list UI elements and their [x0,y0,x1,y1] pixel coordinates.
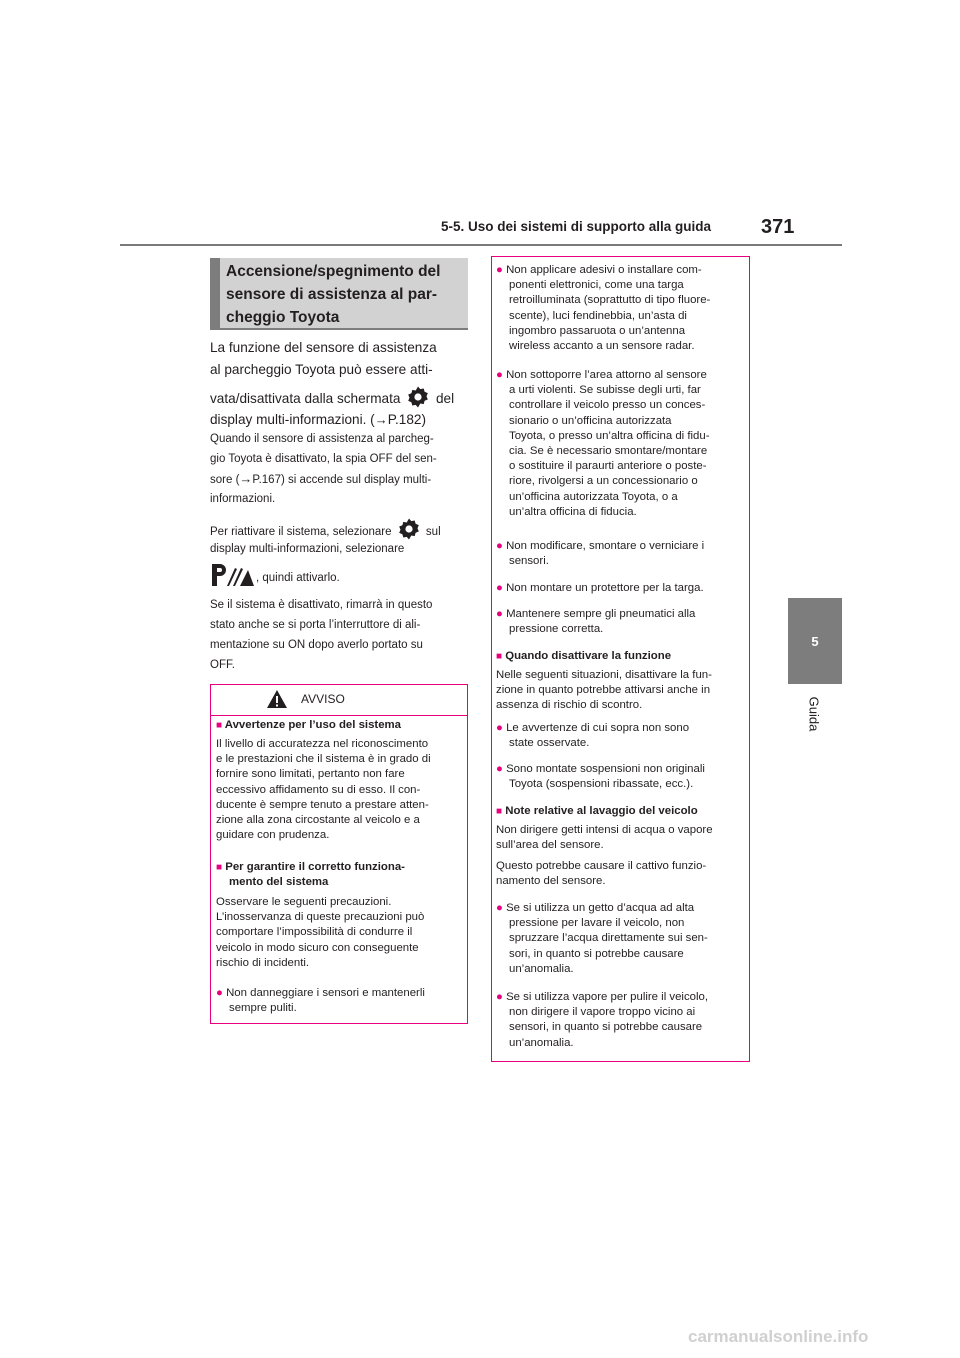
text-line: namento del sensore. [496,875,606,888]
text-fragment: retroilluminata (soprattutto di tipo fluore- [509,294,711,307]
page-number: 371 [761,216,795,238]
bullet-item [496,263,710,354]
text-fragment: a urti violenti. Se subisse degli urti, far [509,384,701,397]
round-bullet-icon: ● [496,722,503,734]
chapter-label-text: Guida [806,696,822,732]
bullet-item [496,762,705,792]
square-bullet-icon: ■ [496,651,503,662]
text-fragment: spruzzare l’acqua direttamente sui sen- [509,932,708,945]
section-title: 5-5. Uso dei sistemi di supporto alla guida [441,219,712,234]
text-fragment: riore, rivolgersi a un concessionario o [509,475,698,488]
reactivate-paragraph [210,517,441,595]
bullet-item [496,990,708,1051]
text-fragment: , quindi attivarlo. [256,572,340,584]
gear-icon [397,517,421,541]
round-bullet-icon: ● [496,582,503,594]
watermark: carmanualsonline.info [688,1327,869,1346]
text-fragment: pressione per lavare il veicolo, non [509,917,685,930]
text-fragment: sul [425,526,441,538]
square-bullet-icon: ■ [496,806,503,817]
round-bullet-icon: ● [496,902,503,914]
chapter-label [782,692,846,736]
persistence-paragraph [210,595,432,675]
text-line [210,469,437,489]
text-line: eccessivo affidamento su di esso. Il con- [216,783,421,796]
warning-triangle-icon [266,689,288,709]
square-bullet-icon: ■ [216,720,223,731]
text-fragment: ingombro passaruota o un’antenna [509,324,686,337]
parking-sensor-icon [210,562,256,588]
text-line: gio Toyota è disattivato, la spia OFF del sen- [210,453,437,465]
text-fragment: Non applicare adesivi o installare com- [506,264,702,276]
text-line: stato anche se si porta l’interruttore di ali- [210,619,421,631]
subheading [496,804,698,819]
subheading-text: Note relative al lavaggio del veicolo [505,805,698,817]
arrow-icon: → [239,471,253,486]
text-fragment: Le avvertenze di cui sopra non sono [506,722,690,734]
text-fragment: Non sottoporre l’area attorno al sensore [506,369,707,381]
warning-subheading [216,860,405,890]
text-fragment: sori, in quanto si potrebbe causare [509,947,684,960]
text-line: informazioni. [210,493,276,505]
page-reference: P.182) [387,412,426,427]
text-fragment: P.167) si accende sul display multi- [252,474,432,486]
note-paragraph [210,429,437,509]
round-bullet-icon: ● [496,540,503,552]
text-line: e le prestazioni che il sistema è in grado di [216,753,431,766]
subheading-text: mento del sistema [229,876,329,889]
text-fragment: Se si utilizza vapore per pulire il veicolo, [506,991,709,1003]
bullet-item [496,368,710,520]
text-line: La funzione del sensore di assistenza [210,340,437,355]
section-heading-line: Accensione/spegnimento del [226,263,441,280]
text-line: assenza di rischio di scontro. [496,699,643,712]
text-line: guidare con prudenza. [216,829,330,842]
text-fragment: un’altra officina di fiducia. [509,505,637,518]
paragraph [496,823,713,853]
text-fragment: state osservate. [509,737,590,750]
text-fragment: Se si utilizza un getto d’acqua ad alta [506,902,695,914]
round-bullet-icon: ● [496,763,503,775]
arrow-icon: → [374,412,388,427]
text-fragment: Non modificare, smontare o verniciare i [506,540,705,552]
text-fragment: sensori, in quanto si potrebbe causare [509,1021,703,1034]
warning-subheading [216,718,401,733]
text-fragment: Toyota (sospensioni ribassate, ecc.). [509,778,694,791]
text-line: display multi-informazioni, selezionare [210,543,405,555]
text-fragment: Per riattivare il sistema, selezionare [210,526,392,538]
text-line: Questo potrebbe causare il cattivo funzio- [496,860,707,872]
warning-title: AVVISO [301,692,345,706]
square-bullet-icon: ■ [216,862,223,873]
text-line [210,385,454,407]
text-fragment: wireless accanto a un sensore radar. [509,340,695,353]
paragraph [496,668,712,714]
text-fragment: sionario o un’officina autorizzata [509,414,672,427]
bullet-item [216,986,425,1016]
subheading-text: Per garantire il corretto funziona- [225,861,405,873]
text-line [210,409,454,431]
text-fragment: Non danneggiare i sensori e mantenerli [226,987,425,999]
bullet-item [496,901,708,977]
intro-paragraph [210,337,454,431]
warning-header [211,685,467,716]
subheading [496,649,671,664]
text-line: Quando il sensore di assistenza al parcheg- [210,433,434,445]
text-line: Osservare le seguenti precauzioni. [216,896,392,908]
text-line: sull’area del sensore. [496,839,604,852]
text-fragment: un’officina autorizzata Toyota, o a [509,490,678,503]
round-bullet-icon: ● [496,369,503,381]
text-line: Se il sistema è disattivato, rimarrà in questo [210,599,433,611]
subheading-text: Avvertenze per l’uso del sistema [224,719,402,731]
text-fragment: sempre puliti. [229,1002,297,1015]
round-bullet-icon: ● [496,264,503,276]
bullet-item [496,607,695,637]
subheading-text: Quando disattivare la funzione [505,650,672,662]
text-fragment: non dirigere il vapore troppo vicino ai [509,1006,696,1019]
text-line [210,517,441,537]
paragraph [496,859,706,889]
text-line: Non dirigere getti intensi di acqua o vapore [496,824,713,836]
text-fragment: o sostituire il paraurti anteriore o poste- [509,460,707,473]
text-fragment: un’anomalia. [509,962,574,975]
text-line: ducente è sempre tenuto a prestare atten- [216,798,429,811]
bullet-item [496,721,689,751]
text-fragment: sore ( [210,474,240,486]
text-fragment: del [435,391,455,406]
bullet-item [496,539,704,569]
text-line [210,561,441,595]
text-fragment: pressione corretta. [509,623,604,636]
gear-icon [406,385,430,409]
round-bullet-icon: ● [216,987,223,999]
text-line: comportare l’impossibilità di condurre il [216,926,413,939]
text-fragment: Mantenere sempre gli pneumatici alla [506,608,696,620]
text-fragment: Toyota, o presso un’altra officina di fidu- [509,429,710,442]
warning-box [210,684,468,1024]
text-line: al parcheggio Toyota può essere atti- [210,362,433,377]
section-heading-line: cheggio Toyota [226,309,340,326]
warning-continued-box [491,256,750,1062]
text-fragment: sensori. [509,555,549,568]
text-fragment: controllare il veicolo presso un conces- [509,399,706,412]
text-line: OFF. [210,659,235,671]
round-bullet-icon: ● [496,991,503,1003]
text-fragment: un’anomalia. [509,1036,574,1049]
chapter-number: 5 [811,633,819,649]
text-fragment: scente), luci fendinebbia, un’asta di [509,309,687,322]
text-fragment: ponenti elettronici, come una targa [509,279,684,292]
text-line: Il livello di accuratezza nel riconoscimento [216,738,429,750]
text-line: zione in quanto potrebbe attivarsi anche in [496,684,711,697]
text-line: Nelle seguenti situazioni, disattivare la fun- [496,669,712,681]
text-line: veicolo in modo sicuro con conseguente [216,941,419,954]
text-fragment: vata/disattivata dalla schermata [210,391,401,406]
text-line: zione alla zona circostante al veicolo e a [216,814,420,827]
text-fragment: cia. Se è necessario smontare/montare [509,445,708,458]
warning-paragraph [216,895,424,971]
text-line: L’inosservanza di queste precauzioni può [216,911,425,924]
section-heading-line: sensore di assistenza al par- [226,286,438,303]
text-line: mentazione su ON dopo averlo portato su [210,639,423,651]
chapter-tab [788,598,842,684]
section-heading-box [210,258,468,330]
header-divider [120,244,842,246]
text-fragment: Non montare un protettore per la targa. [506,582,704,594]
warning-paragraph [216,737,431,843]
text-line: rischio di incidenti. [216,956,310,969]
text-fragment: Sono montate sospensioni non originali [506,763,705,775]
text-fragment: display multi-informazioni. ( [210,412,375,427]
text-line: fornire sono limitati, pertanto non fare [216,768,405,781]
round-bullet-icon: ● [496,608,503,620]
bullet-item [496,581,704,596]
